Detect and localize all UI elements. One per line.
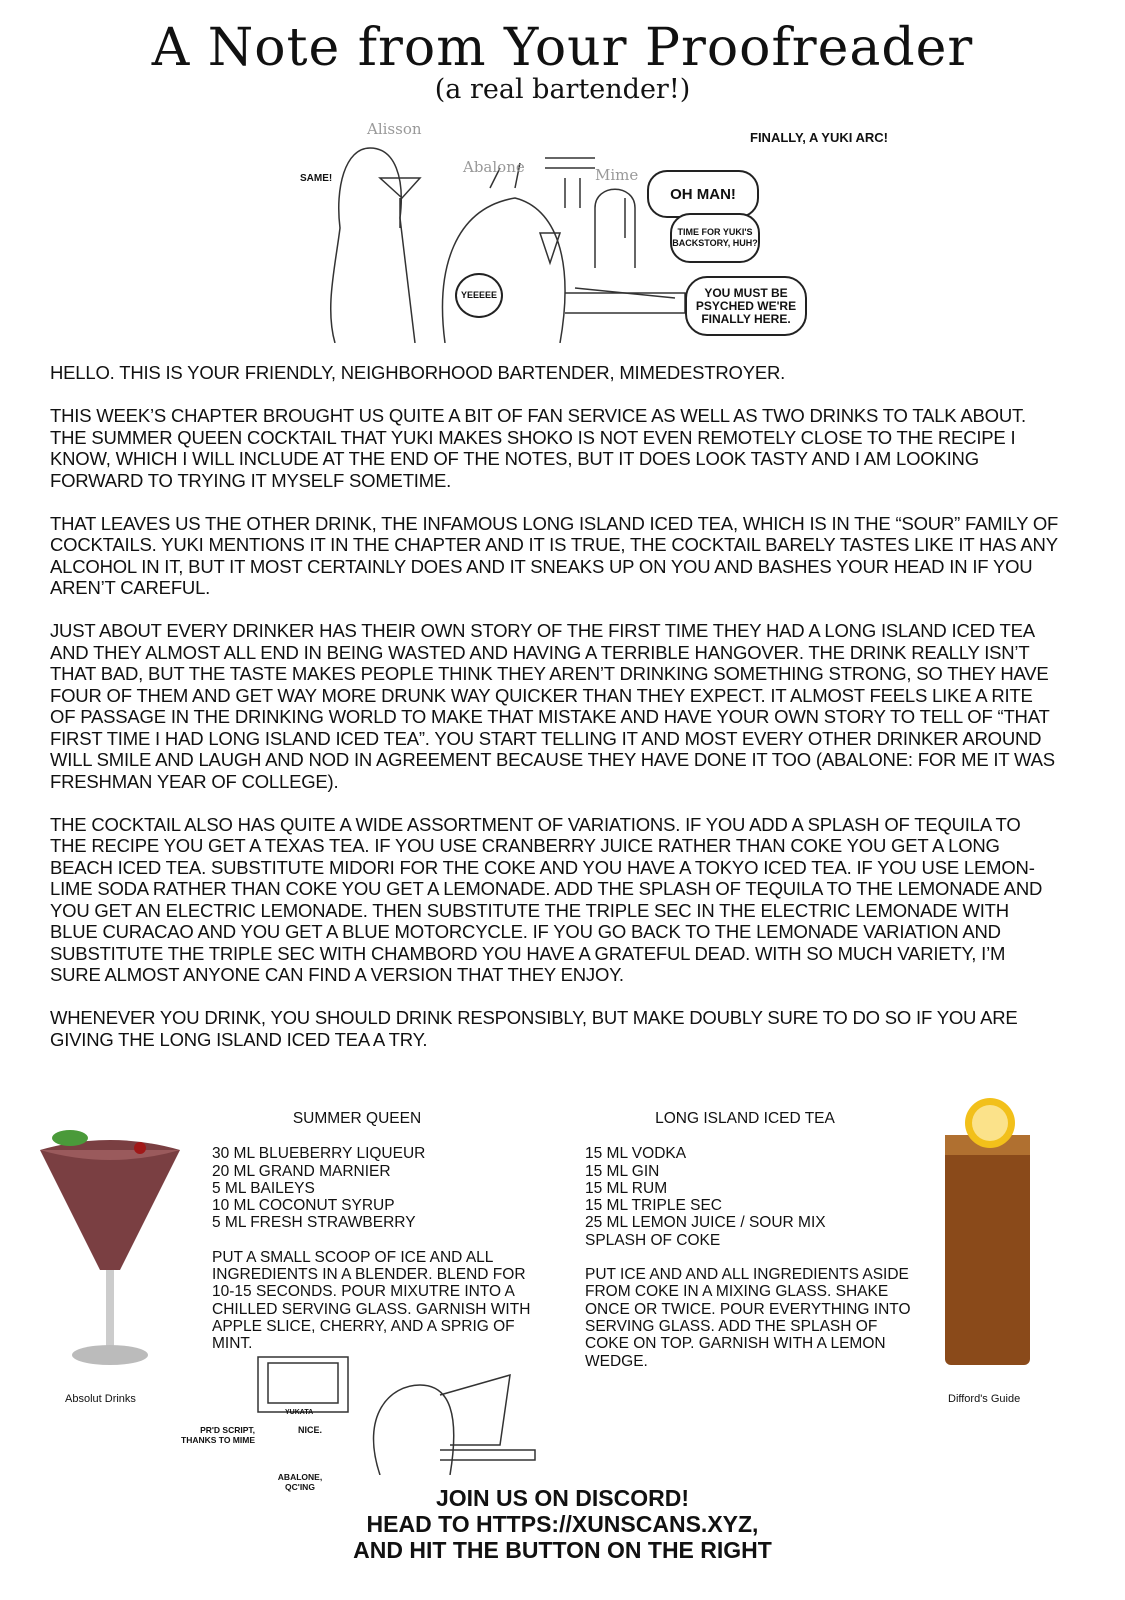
ingredient: 25 ML LEMON JUICE / SOUR MIX [585,1214,826,1232]
speech-bubble-yeeeee: YEEEEE [455,273,503,318]
ingredient: 15 ML VODKA [585,1145,687,1163]
recipe-title: LONG ISLAND ICED TEA [655,1110,835,1127]
paragraph: THIS WEEK’S CHAPTER BROUGHT US QUITE A BIT OF FAN SERVICE AS WELL AS TWO DRINKS TO TALK ABOUT. THE SUMMER QUEEN COCKTAIL THAT YUKI MAKES SHOKO IS NOT EVEN REMOTELY CLOSE TO THE RECIPE I KNOW, WHICH I WILL INCLUDE AT THE END OF THE NOTES, BUT IT DOES LOOK TASTY AND I AM LOOKING FORWARD TO TRYING IT MYSELF SOMETIME. [50,405,1026,491]
ingredient: 20 ML GRAND MARNIER [212,1162,391,1180]
bar-scene-illustration [295,118,925,343]
ingredient: 15 ML RUM [585,1179,668,1197]
header-comic [295,118,925,343]
recipe-title: SUMMER QUEEN [292,1110,422,1127]
footer-line: JOIN US ON DISCORD! [435,1485,690,1511]
name-abalone: Abalone [463,158,525,176]
paragraph: THE COCKTAIL ALSO HAS QUITE A WIDE ASSORTMENT OF VARIATIONS. IF YOU ADD A SPLASH OF TEQUILA TO THE RECIPE YOU GET A TEXAS TEA. IF YOU USE CRANBERRY JUICE RATHER THAN COKE YOU GET A LONG BEACH ICED TEA. SUBSTITUTE MIDORI FOR THE COKE AND YOU HAVE A TOKYO ICED TEA. IF YOU USE LEMON-LIME SODA RATHER THAN COKE YOU GET A LEMONADE. ADD THE SPLASH OF TEQUILA TO THE LEMONADE AND YOU GET AN ELECTRIC LEMONADE. THEN SUBSTITUTE THE TRIPLE SEC IN THE ELECTRIC LEMONADE WITH BLUE CURACAO AND YOU GET A BLUE MOTORCYCLE. IF YOU GO BACK TO THE LEMONADE VARIATION AND SUBSTITUTE THE TRIPLE SEC WITH CHAMBORD YOU HAVE A GRATEFUL DEAD. WITH SO MUCH VARIETY, I’M SURE ALMOST ANYONE CAN FIND A VERSION THAT THEY ENJOY. [50,813,1043,985]
speech-bubble-oh-man: OH MAN! [647,170,759,218]
paragraph: WHENEVER YOU DRINK, YOU SHOULD DRINK RESPONSIBLY, BUT MAKE DOUBLY SURE TO DO SO IF YOU ARE GIVING THE LONG ISLAND ICED TEA A TRY. [50,1007,1018,1050]
ingredient: 5 ML FRESH STRAWBERRY [212,1214,416,1232]
qc-note: ABALONE, QC'ING [277,1472,323,1492]
long-island-recipe [585,1110,915,1370]
yukata-bubble: YUKATA [285,1409,314,1416]
name-mime: Mime [595,166,639,184]
speech-bubble-psyched: YOU MUST BE PSYCHED WE'RE FINALLY HERE. [685,276,807,336]
ingredient: SPLASH OF COKE [585,1231,721,1249]
page-subtitle: (a real bartender!) [434,74,691,105]
paragraph: THAT LEAVES US THE OTHER DRINK, THE INFAMOUS LONG ISLAND ICED TEA, WHICH IS IN THE “SOUR” FAMILY OF COCKTAILS. YUKI MENTIONS IT IN THE CHAPTER AND IT IS TRUE, THE COCKTAIL BARELY TASTES LIKE IT HAS ANY ALCOHOL IN IT, BUT IT MOST CERTAINLY DOES AND IT SNEAKS UP ON YOU AND BASHES YOUR HEAD IN IF YOU AREN’T CAREFUL. [50,512,1059,598]
note-body [50,362,1060,1072]
speech-bubble-backstory: TIME FOR YUKI'S BACKSTORY, HUH? [670,213,760,263]
paragraph: JUST ABOUT EVERY DRINKER HAS THEIR OWN STORY OF THE FIRST TIME THEY HAD A LONG ISLAND ICED TEA AND THEY ALMOST ALL END IN BEING WASTED AND HAVING A TERRIBLE HANGOVER. THE DRINK REALLY ISN’T THAT BAD, BUT THE TASTE MAKES PEOPLE THINK THEY AREN’T DRINKING SOMETHING STRONG, SO THEY HAVE FOUR OF THEM AND GET WAY MORE DRUNK WAY QUICKER THAN THEY EXPECT. IT ALMOST FEELS LIKE A RITE OF PASSAGE IN THE DRINKING WORLD TO MAKE THAT MISTAKE AND HAVE YOUR OWN STORY TO TELL OF “THAT FIRST TIME I HAD LONG ISLAND ICED TEA”. YOU START TELLING IT AND MOST EVERY OTHER DRINKER AROUND WILL SMILE AND LAUGH AND NOD IN AGREEMENT BECAUSE THEY HAVE DONE IT TOO (ABALONE: FOR ME IT WAS FRESHMAN YEAR OF COLLEGE). [50,620,1055,792]
discord-footer [0,1485,1125,1563]
recipe-method: PUT A SMALL SCOOP OF ICE AND ALL INGREDIENTS IN A BLENDER. BLEND FOR 10-15 SECONDS. POUR MIXUTRE INTO A CHILLED SERVING GLASS. GARNISH WITH APPLE SLICE, CHERRY, AND A SPRIG OF MINT. [212,1248,531,1353]
credit-absolut: Absolut Drinks [65,1393,136,1405]
ingredient: 5 ML BAILEYS [212,1179,315,1197]
nice-bubble: NICE. [298,1425,323,1435]
pr-script-note: PR'D SCRIPT, THANKS TO MIME [181,1425,255,1445]
ingredient: 10 ML COCONUT SYRUP [212,1197,395,1215]
long-island-glass-image [935,1095,1045,1375]
ingredient: 15 ML GIN [585,1162,660,1180]
credit-diffords: Difford's Guide [948,1393,1021,1405]
footer-line: AND HIT THE BUTTON ON THE RIGHT [353,1537,772,1563]
ingredient: 30 ML BLUEBERRY LIQUEUR [212,1145,426,1163]
recipe-method: PUT ICE AND AND ALL INGREDIENTS ASIDE FROM COKE IN A MIXING GLASS. SHAKE ONCE OR TWICE. POUR EVERYTHING INTO SERVING GLASS. ADD THE SPLASH OF COKE ON TOP. GARNISH WITH A LEMON WEDGE. [585,1266,911,1370]
summer-queen-recipe [212,1110,542,1353]
footer-line: HEAD TO HTTPS://XUNSCANS.XYZ, [366,1511,759,1537]
page-title: A Note from Your Proofreader [151,18,974,78]
paragraph: HELLO. THIS IS YOUR FRIENDLY, NEIGHBORHOOD BARTENDER, MIMEDESTROYER. [50,362,786,383]
name-alisson: Alisson [367,120,422,138]
ingredient: 15 ML TRIPLE SEC [585,1197,722,1215]
caption-yuki-arc: FINALLY, A YUKI ARC! [750,130,888,145]
same-text: SAME! [300,173,333,184]
summer-queen-glass-image [30,1110,190,1380]
